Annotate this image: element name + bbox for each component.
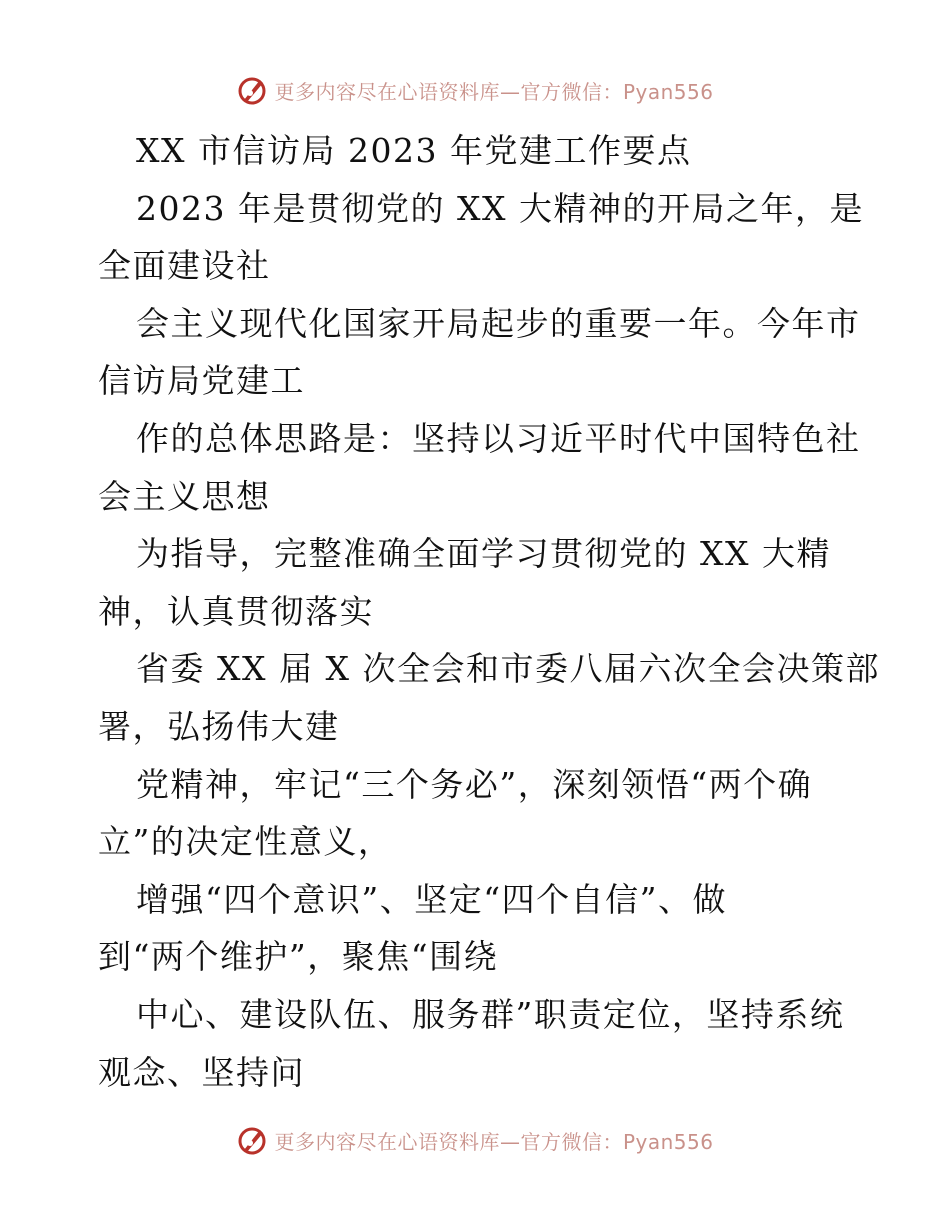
paragraph-line: 信访局党建工 (98, 361, 305, 401)
quill-logo-icon (236, 1124, 268, 1156)
paragraph-line: 省委 XX 届 X 次全会和市委八届六次全会决策部 (136, 649, 880, 689)
paragraph-line: 立”的决定性意义， (98, 822, 393, 862)
paragraph-line: 神，认真贯彻落实 (98, 591, 374, 631)
paragraph-line: 中心、建设队伍、服务群”职责定位，坚持系统 (136, 994, 845, 1034)
paragraph-line: 会主义思想 (98, 476, 271, 516)
quill-logo-icon (236, 74, 268, 106)
document-title: XX 市信访局 2023 年党建工作要点 (136, 131, 692, 170)
paragraph-line: 增强“四个意识”、坚定“四个自信”、做 (136, 879, 727, 919)
watermark-text: 更多内容尽在心语资料库—官方微信：Pyan556 (274, 1129, 714, 1154)
header-watermark (0, 70, 950, 110)
paragraph-line: 署，弘扬伟大建 (98, 706, 340, 746)
paragraph-line: 会主义现代化国家开局起步的重要一年。今年市 (136, 303, 861, 343)
paragraph-line: 作的总体思路是：坚持以习近平时代中国特色社 (136, 418, 861, 458)
watermark-text: 更多内容尽在心语资料库—官方微信：Pyan556 (274, 79, 714, 104)
paragraph-line: 2023 年是贯彻党的 XX 大精神的开局之年，是 (136, 188, 864, 228)
paragraph-line: 党精神，牢记“三个务必”，深刻领悟“两个确 (136, 764, 813, 804)
paragraph-line: 观念、坚持问 (98, 1052, 305, 1092)
paragraph-line: 到“两个维护”，聚焦“围绕 (98, 937, 499, 977)
paragraph-line: 为指导，完整准确全面学习贯彻党的 XX 大精 (136, 534, 831, 574)
document-body (98, 122, 880, 1101)
footer-watermark (0, 1120, 950, 1160)
paragraph-line: 全面建设社 (98, 246, 271, 286)
